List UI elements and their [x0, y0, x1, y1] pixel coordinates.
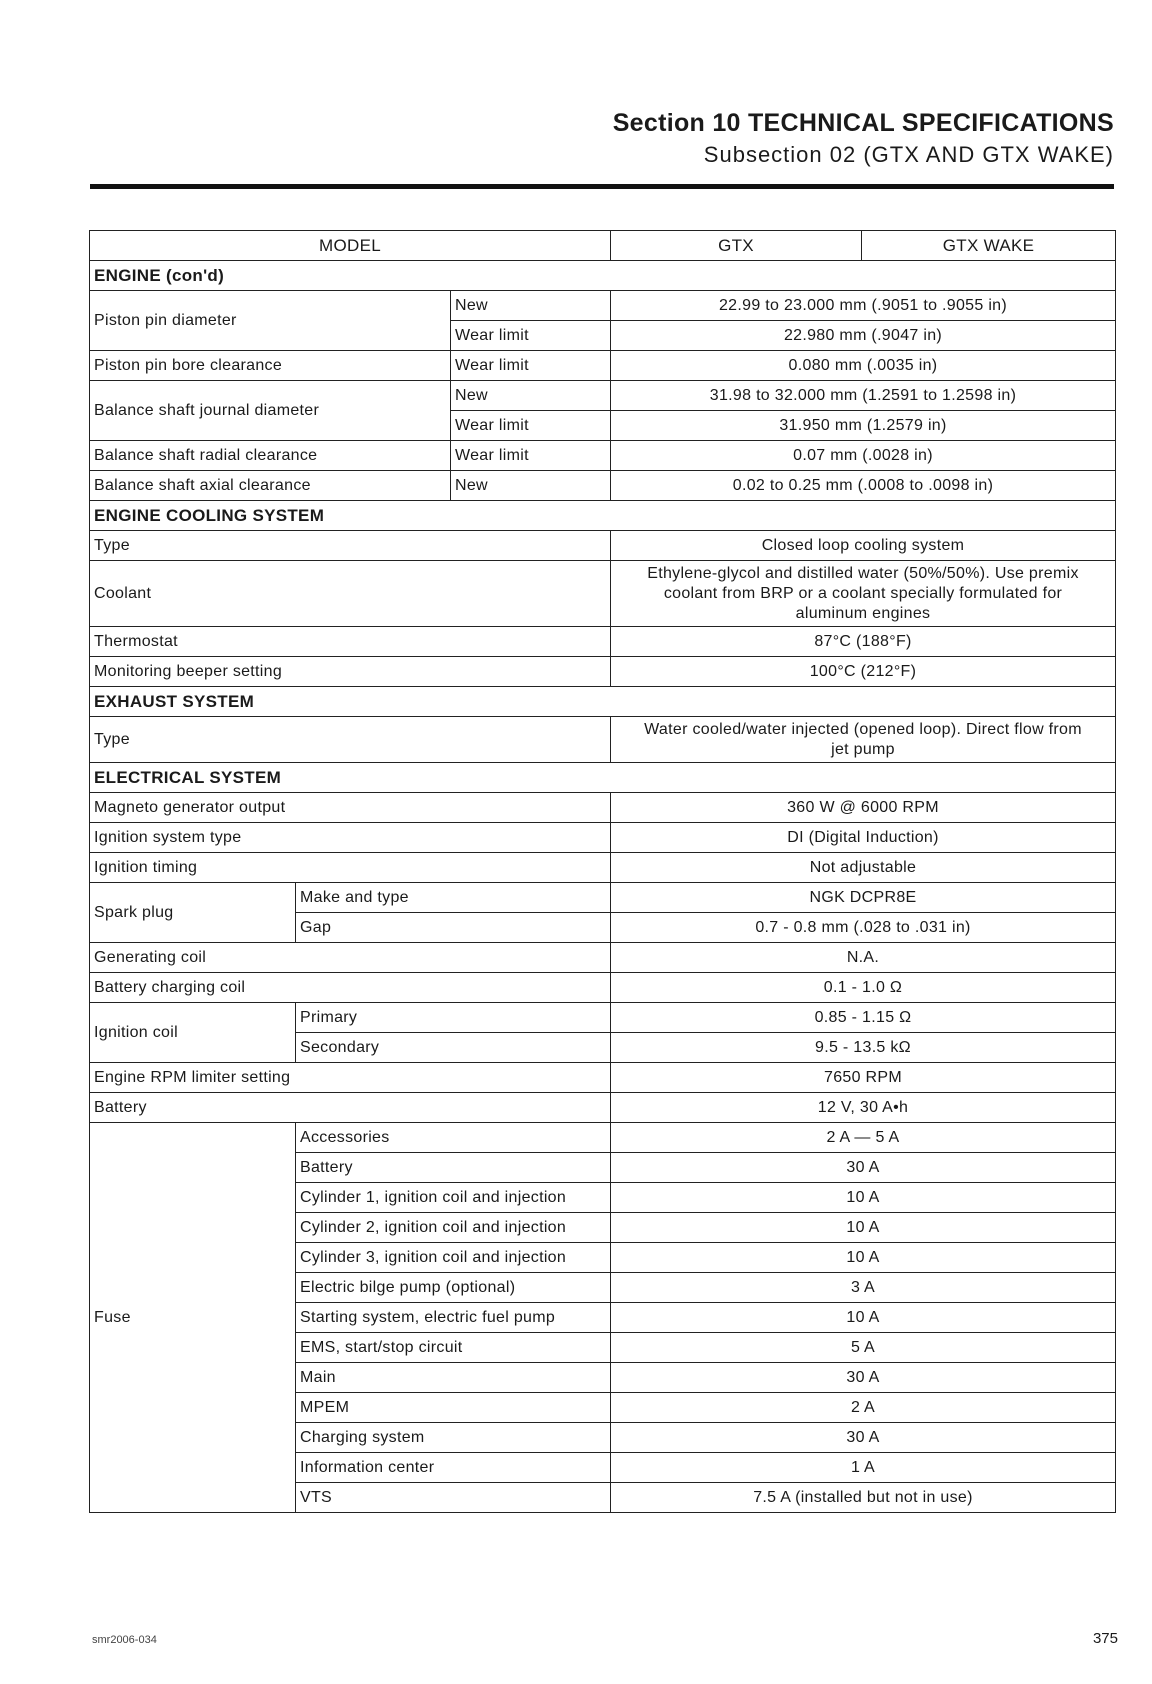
fuse-value: 30 A	[611, 1363, 1116, 1393]
table-row	[90, 471, 1116, 501]
fuse-name: Cylinder 1, ignition coil and injection	[296, 1183, 611, 1213]
table-header-row	[90, 231, 1116, 261]
spec-value: 0.07 mm (.0028 in)	[611, 441, 1116, 471]
condition-label: Make and type	[296, 883, 611, 913]
fuse-value: 10 A	[611, 1183, 1116, 1213]
row-label: Ignition timing	[90, 853, 611, 883]
table-row	[90, 1093, 1116, 1123]
exhaust-heading: EXHAUST SYSTEM	[90, 687, 1116, 717]
row-label: Battery	[90, 1093, 611, 1123]
fuse-name: Information center	[296, 1453, 611, 1483]
fuse-value: 3 A	[611, 1273, 1116, 1303]
row-label: Balance shaft journal diameter	[90, 381, 451, 441]
section-row	[90, 687, 1116, 717]
fuse-value: 30 A	[611, 1423, 1116, 1453]
table-row	[90, 717, 1116, 763]
fuse-value: 10 A	[611, 1213, 1116, 1243]
spec-value: NGK DCPR8E	[611, 883, 1116, 913]
row-label: Piston pin diameter	[90, 291, 451, 351]
row-label: Engine RPM limiter setting	[90, 1063, 611, 1093]
row-label: Piston pin bore clearance	[90, 351, 451, 381]
condition-label: New	[451, 471, 611, 501]
table-row	[90, 883, 1116, 913]
gtx-header: GTX	[611, 231, 862, 261]
cooling-heading: ENGINE COOLING SYSTEM	[90, 501, 1116, 531]
spec-value: N.A.	[611, 943, 1116, 973]
spec-value: 0.7 - 0.8 mm (.028 to .031 in)	[611, 913, 1116, 943]
table-row	[90, 561, 1116, 627]
model-header: MODEL	[90, 231, 611, 261]
spec-value: 12 V, 30 A•h	[611, 1093, 1116, 1123]
fuse-name: Starting system, electric fuel pump	[296, 1303, 611, 1333]
spec-value: 22.99 to 23.000 mm (.9051 to .9055 in)	[611, 291, 1116, 321]
spec-value: Closed loop cooling system	[611, 531, 1116, 561]
table-row	[90, 943, 1116, 973]
spec-value: 0.080 mm (.0035 in)	[611, 351, 1116, 381]
fuse-name: Accessories	[296, 1123, 611, 1153]
table-row	[90, 531, 1116, 561]
spec-value: Not adjustable	[611, 853, 1116, 883]
fuse-value: 10 A	[611, 1243, 1116, 1273]
spec-value: 0.02 to 0.25 mm (.0008 to .0098 in)	[611, 471, 1116, 501]
fuse-value: 10 A	[611, 1303, 1116, 1333]
table-row	[90, 657, 1116, 687]
row-label: Type	[90, 717, 611, 763]
spec-value: Ethylene-glycol and distilled water (50%/50%). Use premix coolant from BRP or a coolant specially formulated for aluminum engines	[611, 561, 1116, 627]
condition-label: Wear limit	[451, 321, 611, 351]
condition-label: Primary	[296, 1003, 611, 1033]
row-label: Monitoring beeper setting	[90, 657, 611, 687]
fuse-value: 30 A	[611, 1153, 1116, 1183]
table-row	[90, 351, 1116, 381]
section-row	[90, 261, 1116, 291]
condition-label: Wear limit	[451, 411, 611, 441]
spec-value: 0.85 - 1.15 Ω	[611, 1003, 1116, 1033]
section-row	[90, 501, 1116, 531]
fuse-name: MPEM	[296, 1393, 611, 1423]
fuse-name: Cylinder 3, ignition coil and injection	[296, 1243, 611, 1273]
condition-label: Wear limit	[451, 351, 611, 381]
gtx-wake-header: GTX WAKE	[862, 231, 1116, 261]
section-row	[90, 763, 1116, 793]
spec-value: 9.5 - 13.5 kΩ	[611, 1033, 1116, 1063]
spec-value: DI (Digital Induction)	[611, 823, 1116, 853]
electrical-heading: ELECTRICAL SYSTEM	[90, 763, 1116, 793]
page-number: 375	[1092, 1630, 1118, 1647]
row-label: Magneto generator output	[90, 793, 611, 823]
condition-label: Gap	[296, 913, 611, 943]
fuse-label: Fuse	[90, 1123, 296, 1513]
fuse-value: 2 A	[611, 1393, 1116, 1423]
table-row	[90, 381, 1116, 411]
row-label: Generating coil	[90, 943, 611, 973]
row-label: Type	[90, 531, 611, 561]
row-label: Balance shaft radial clearance	[90, 441, 451, 471]
engine-heading: ENGINE (con'd)	[90, 261, 1116, 291]
table-row	[90, 853, 1116, 883]
fuse-value: 2 A — 5 A	[611, 1123, 1116, 1153]
spec-value: 0.1 - 1.0 Ω	[611, 973, 1116, 1003]
fuse-name: VTS	[296, 1483, 611, 1513]
table-row	[90, 1063, 1116, 1093]
condition-label: Wear limit	[451, 441, 611, 471]
header-divider	[90, 184, 1114, 189]
row-label: Ignition coil	[90, 1003, 296, 1063]
table-row	[90, 973, 1116, 1003]
spec-value: 360 W @ 6000 RPM	[611, 793, 1116, 823]
row-label: Ignition system type	[90, 823, 611, 853]
condition-label: New	[451, 381, 611, 411]
table-row	[90, 291, 1116, 321]
spec-value: 31.950 mm (1.2579 in)	[611, 411, 1116, 441]
row-label: Balance shaft axial clearance	[90, 471, 451, 501]
fuse-name: Electric bilge pump (optional)	[296, 1273, 611, 1303]
fuse-name: Cylinder 2, ignition coil and injection	[296, 1213, 611, 1243]
table-row	[90, 823, 1116, 853]
spec-table	[89, 230, 1116, 1513]
fuse-name: EMS, start/stop circuit	[296, 1333, 611, 1363]
row-label: Battery charging coil	[90, 973, 611, 1003]
row-label: Coolant	[90, 561, 611, 627]
page-header	[613, 108, 1114, 170]
spec-value: 100°C (212°F)	[611, 657, 1116, 687]
subsection-title: Subsection 02 (GTX AND GTX WAKE)	[703, 142, 1114, 167]
fuse-name: Charging system	[296, 1423, 611, 1453]
table-row	[90, 1003, 1116, 1033]
spec-value: 7650 RPM	[611, 1063, 1116, 1093]
spec-value: 87°C (188°F)	[611, 627, 1116, 657]
condition-label: New	[451, 291, 611, 321]
fuse-value: 1 A	[611, 1453, 1116, 1483]
table-row	[90, 441, 1116, 471]
condition-label: Secondary	[296, 1033, 611, 1063]
section-title: Section 10 TECHNICAL SPECIFICATIONS	[612, 109, 1114, 137]
fuse-name: Battery	[296, 1153, 611, 1183]
fuse-name: Main	[296, 1363, 611, 1393]
table-row	[90, 793, 1116, 823]
spec-value: Water cooled/water injected (opened loop). Direct flow from jet pump	[611, 717, 1116, 763]
fuse-value: 7.5 A (installed but not in use)	[611, 1483, 1116, 1513]
table-row	[90, 627, 1116, 657]
row-label: Spark plug	[90, 883, 296, 943]
row-label: Thermostat	[90, 627, 611, 657]
spec-value: 22.980 mm (.9047 in)	[611, 321, 1116, 351]
spec-value: 31.98 to 32.000 mm (1.2591 to 1.2598 in)	[611, 381, 1116, 411]
document-code: smr2006-034	[92, 1634, 157, 1646]
fuse-row	[90, 1123, 1116, 1153]
fuse-value: 5 A	[611, 1333, 1116, 1363]
